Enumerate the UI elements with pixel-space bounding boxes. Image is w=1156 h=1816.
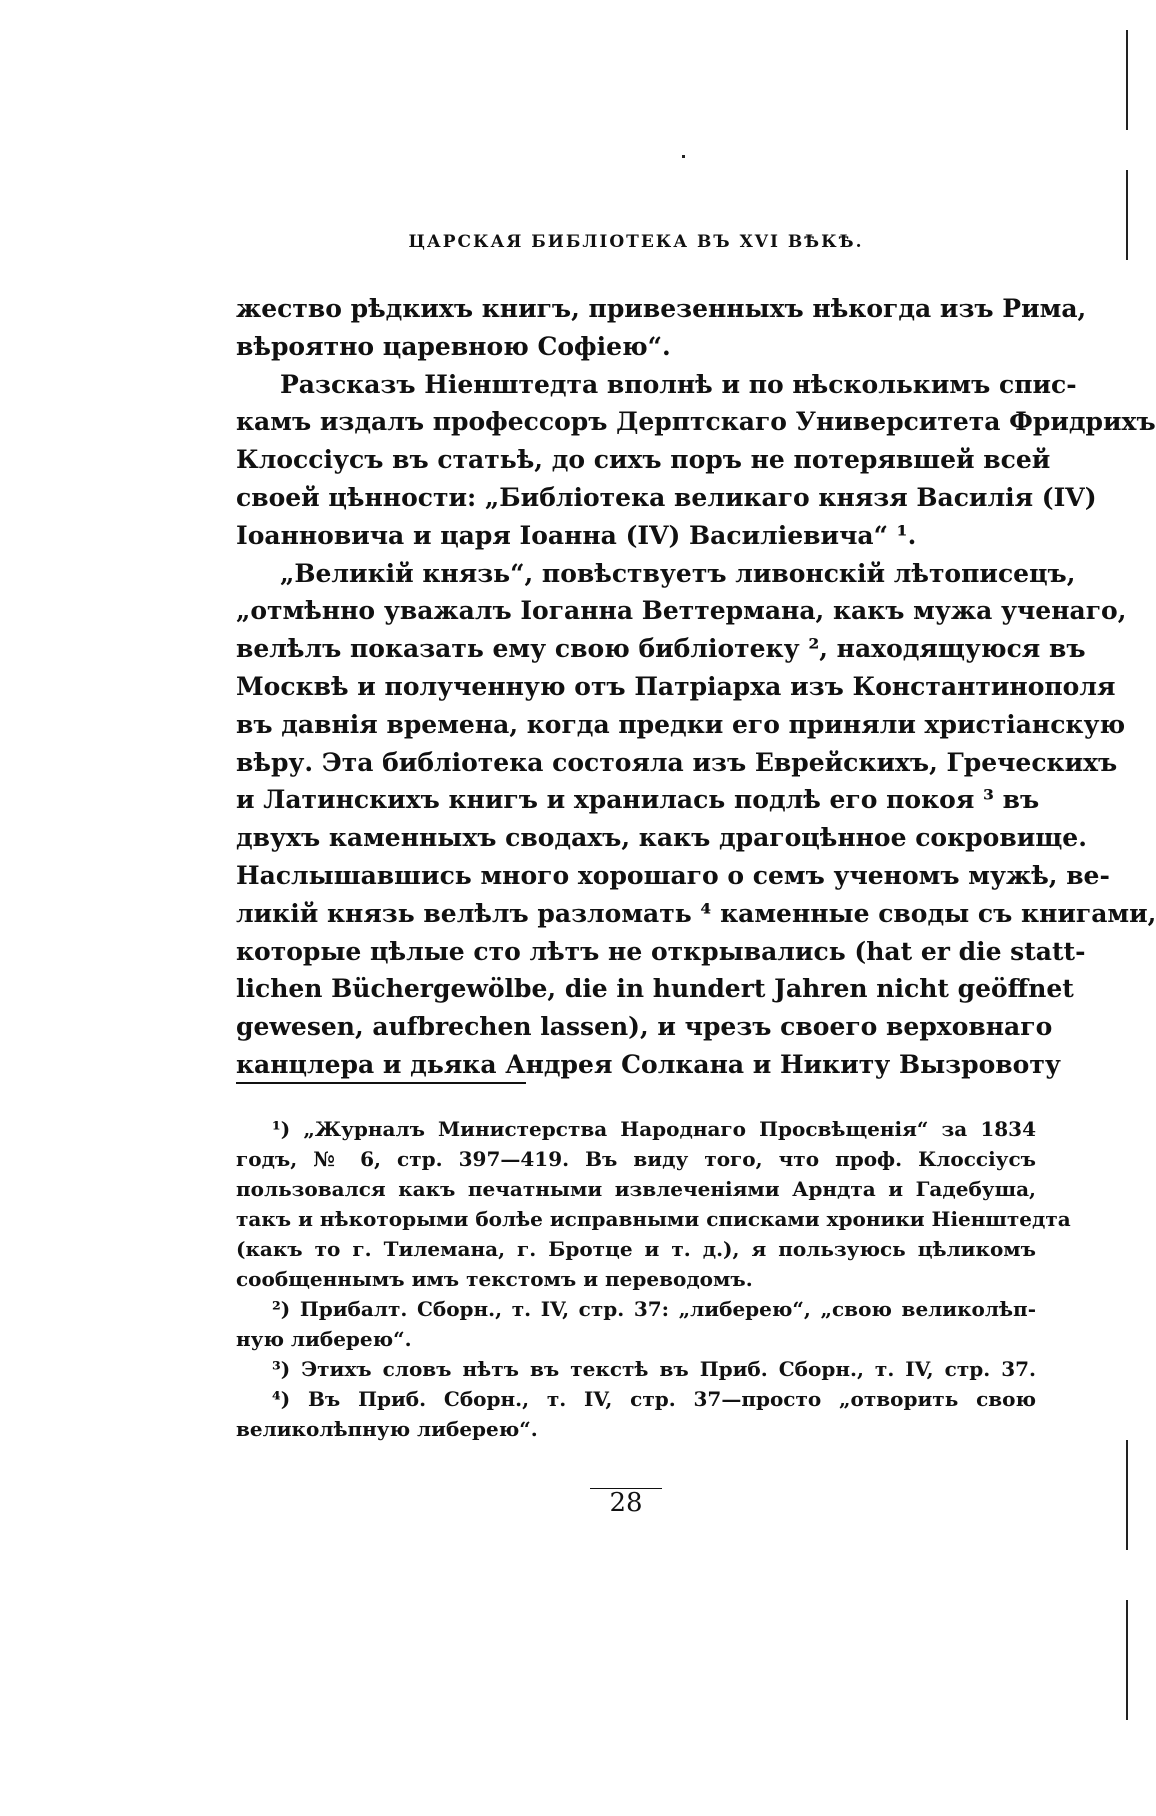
text-line: которые цѣлые сто лѣтъ не открывались (hat er die statt- xyxy=(236,936,1086,966)
footnote-line: (какъ то г. Тилемана, г. Бротце и т. д.), я пользуюсь цѣликомъ xyxy=(236,1237,1036,1261)
text-line: Наслышавшись много хорошаго о семъ ученомъ мужѣ, ве- xyxy=(236,860,1110,890)
text-line: вѣроятно царевною Софiею“. xyxy=(236,331,671,361)
text-line: камъ издалъ профессоръ Дерптскаго Университета Фридрихъ xyxy=(236,407,1156,437)
text-line: „Великiй князь“, повѣствуетъ ливонскiй лѣтописецъ, xyxy=(280,558,1076,588)
text-line: Москвѣ и полученную отъ Патрiарха изъ Константинополя xyxy=(236,671,1116,701)
footnote-line: ⁴) Въ Приб. Сборн., т. IV, стр. 37—просто „отворить свою xyxy=(272,1387,1036,1411)
footnote-line: ¹) „Журналъ Министерства Народнаго Просвѣщенiя“ за 1834 xyxy=(272,1117,1036,1141)
text-line: „отмѣнно уважалъ Iоганна Веттермана, какъ мужа ученаго, xyxy=(236,596,1127,626)
text-line: въ давнiя времена, когда предки его приняли христiанскую xyxy=(236,709,1126,739)
text-line: Клоссiусъ въ статьѣ, до сихъ поръ не потерявшей всей xyxy=(236,445,1051,475)
text-line: канцлера и дьяка Андрея Солкана и Никиту Вызровоту xyxy=(236,1049,1061,1079)
footnote-line: ³) Этихъ словъ нѣтъ въ текстѣ въ Приб. Сборн., т. IV, стр. 37. xyxy=(272,1357,1036,1381)
running-title: ЦАРСКАЯ БИБЛIОТЕКА ВЪ XVI ВѢКѢ. xyxy=(408,232,864,252)
text-line: вѣру. Эта библiотека состояла изъ Еврейскихъ, Греческихъ xyxy=(236,747,1118,777)
scan-edge-mark xyxy=(1126,1440,1128,1550)
footnotes xyxy=(236,1114,1071,1444)
footnote-line: пользовался какъ печатными извлеченiями Арндта и Гадебуша, xyxy=(236,1177,1036,1201)
text-line: своей цѣнности: „Библiотека великаго князя Василiя (IV) xyxy=(236,482,1097,512)
footnote-line: ²) Прибалт. Сборн., т. IV, стр. 37: „либерею“, „свою великолѣп- xyxy=(272,1297,1036,1321)
text-line: gewesen, aufbrechen lassen), и чрезъ своего верховнаго xyxy=(236,1012,1053,1042)
text-line: ликiй князь велѣлъ разломать ⁴ каменные своды съ книгами, xyxy=(236,898,1156,928)
footnote-line: ную либерею“. xyxy=(236,1327,412,1351)
scan-edge-mark xyxy=(1126,170,1128,260)
text-line: двухъ каменныхъ сводахъ, какъ драгоцѣнное сокровище. xyxy=(236,823,1087,853)
footnote-separator xyxy=(236,1082,526,1084)
text-line: Iоанновича и царя Iоанна (IV) Василiевича“ ¹. xyxy=(236,520,917,550)
text-line: жество рѣдкихъ книгъ, привезенныхъ нѣкогда изъ Рима, xyxy=(236,294,1087,323)
main-text xyxy=(236,290,1156,1084)
footnote-line: великолѣпную либерею“. xyxy=(236,1417,538,1441)
text-line: Разсказъ Нiенштедта вполнѣ и по нѣсколькимъ спис- xyxy=(280,369,1077,399)
scan-edge-mark xyxy=(1126,30,1128,130)
footnote-line: такъ и нѣкоторыми болѣе исправными списками хроники Нiенштедта xyxy=(236,1207,1071,1231)
scan-edge-mark xyxy=(682,155,685,158)
page-number: 28 xyxy=(609,1488,643,1518)
footnote-line: сообщеннымъ имъ текстомъ и переводомъ. xyxy=(236,1267,753,1291)
text-line: велѣлъ показать ему свою библiотеку ², находящуюся въ xyxy=(236,634,1086,664)
scan-edge-mark xyxy=(1126,1600,1128,1720)
footnote-line: годъ, № 6, стр. 397—419. Въ виду того, что проф. Клоссiусъ xyxy=(236,1147,1036,1171)
text-line: lichen Büchergewölbe, die in hundert Jahren nicht geöffnet xyxy=(236,974,1074,1004)
text-line: и Латинскихъ книгъ и хранилась подлѣ его покоя ³ въ xyxy=(236,785,1040,815)
